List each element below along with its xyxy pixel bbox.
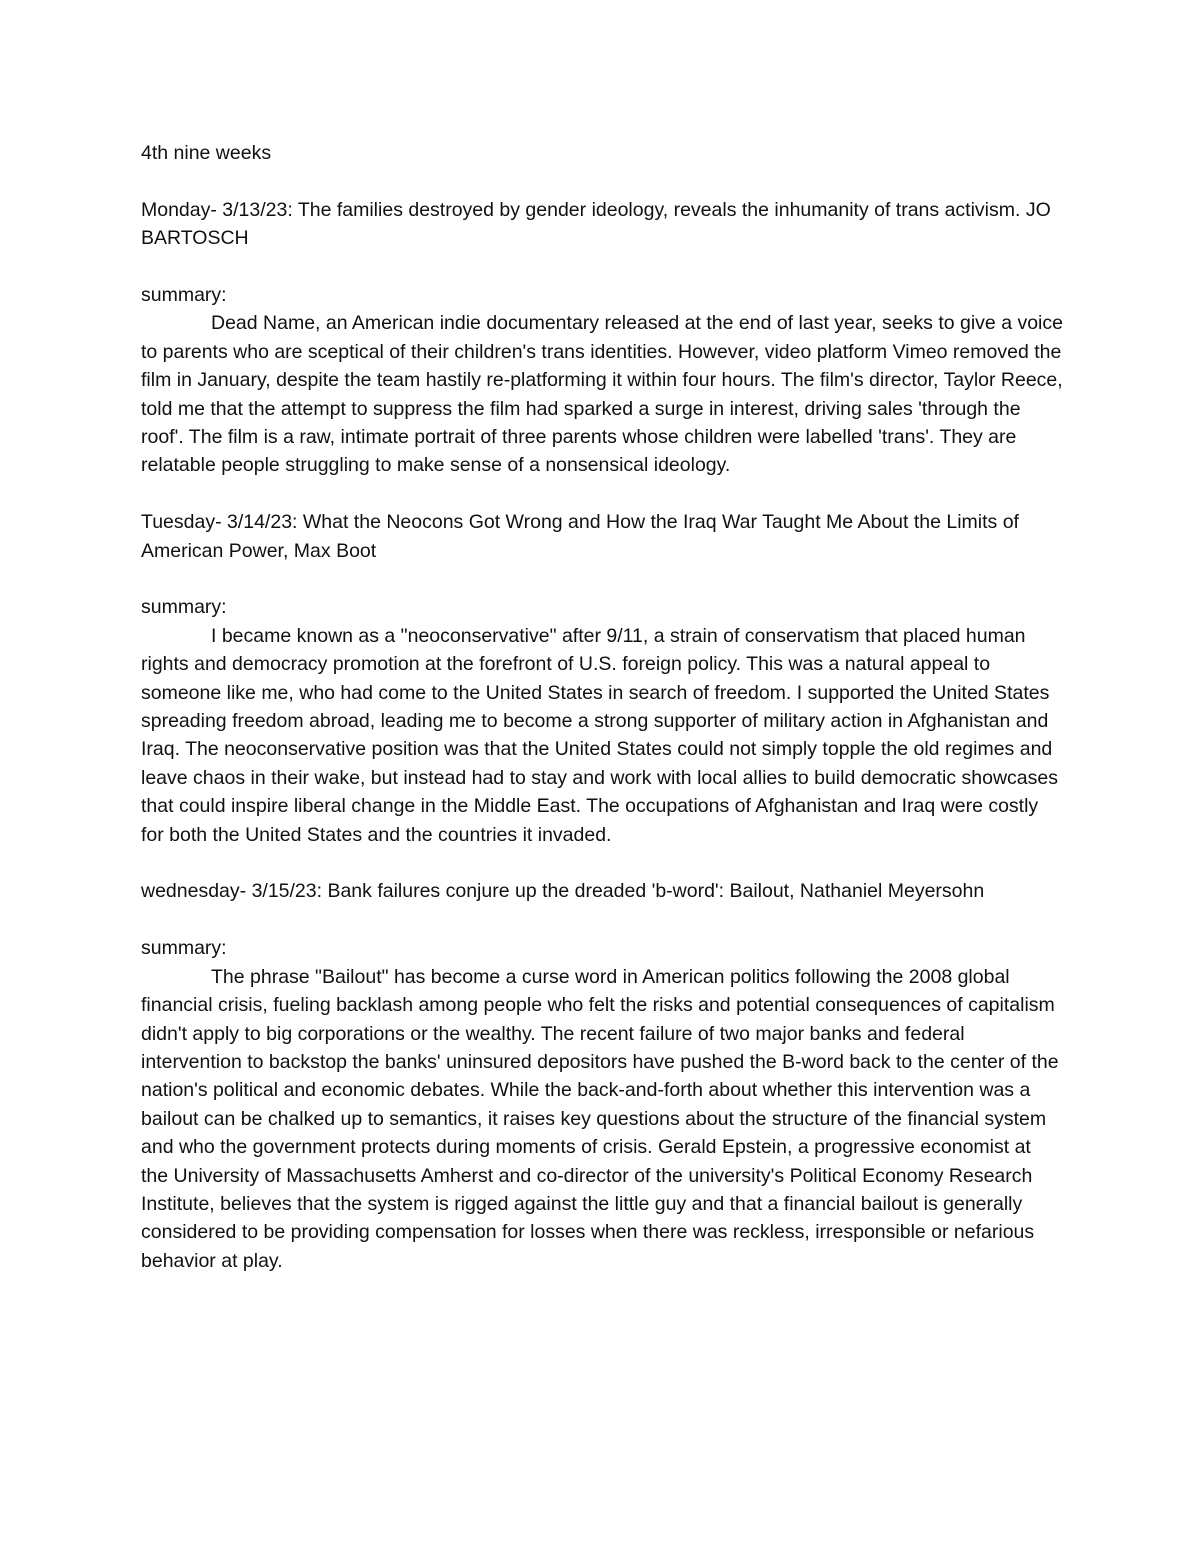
- document-content: [141, 139, 1063, 1275]
- entry-tuesday: [141, 508, 1063, 849]
- summary-text: The phrase "Bailout" has become a curse word in American politics following the 2008 global financial crisis, fueling backlash among people who felt the risks and potential consequences of capitalism didn't apply to big corporations or the wealthy. The recent failure of two major banks and federal intervention to backstop the banks' uninsured depositors have pushed the B-word back to the center of the nation's political and economic debates. While the back-and-forth about whether this intervention was a bailout can be chalked up to semantics, it raises key questions about the structure of the financial system and who the government protects during moments of crisis. Gerald Epstein, a progressive economist at the University of Massachusetts Amherst and co-director of the university's Political Economy Research Institute, believes that the system is rigged against the little guy and that a financial bailout is generally considered to be providing compensation for losses when there was reckless, irresponsible or nefarious behavior at play.: [141, 965, 1059, 1272]
- entry-title: Monday- 3/13/23: The families destroyed by gender ideology, reveals the inhumanity of trans activism. JO BARTOSCH: [141, 198, 1051, 250]
- summary-label: summary:: [141, 284, 227, 306]
- document-heading: 4th nine weeks: [141, 142, 272, 164]
- summary-text: I became known as a "neoconservative" after 9/11, a strain of conservatism that placed human rights and democracy promotion at the forefront of U.S. foreign policy. This was a natural appeal to someone like me, who had come to the United States in search of freedom. I supported the United States spreading freedom abroad, leading me to become a strong supporter of military action in Afghanistan and Iraq. The neoconservative position was that the United States could not simply topple the old regimes and leave chaos in their wake, but instead had to stay and work with local allies to build democratic showcases that could inspire liberal change in the Middle East. The occupations of Afghanistan and Iraq were costly for both the United States and the countries it invaded.: [141, 624, 1058, 846]
- entry-wednesday: [141, 877, 1063, 1275]
- entry-title: Tuesday- 3/14/23: What the Neocons Got Wrong and How the Iraq War Taught Me About the Limits of American Power, Max Boot: [141, 511, 1019, 562]
- summary-label: summary:: [141, 596, 227, 619]
- entry-monday: [141, 196, 1063, 480]
- summary-text: Dead Name, an American indie documentary released at the end of last year, seeks to give a voice to parents who are sceptical of their children's trans identities. However, video platform Vimeo removed the film in January, despite the team hastily re-platforming it within four hours. The film's director, Taylor Reece, told me that the attempt to suppress the film had sparked a surge in interest, driving sales 'through the roof'. The film is a raw, intimate portrait of three parents whose children were labelled 'trans'. They are relatable people struggling to make sense of a nonsensical ideology.: [141, 312, 1063, 477]
- summary-label: summary:: [141, 937, 227, 960]
- entry-title: wednesday- 3/15/23: Bank failures conjure up the dreaded 'b-word': Bailout, Nathaniel Meyersohn: [141, 880, 985, 903]
